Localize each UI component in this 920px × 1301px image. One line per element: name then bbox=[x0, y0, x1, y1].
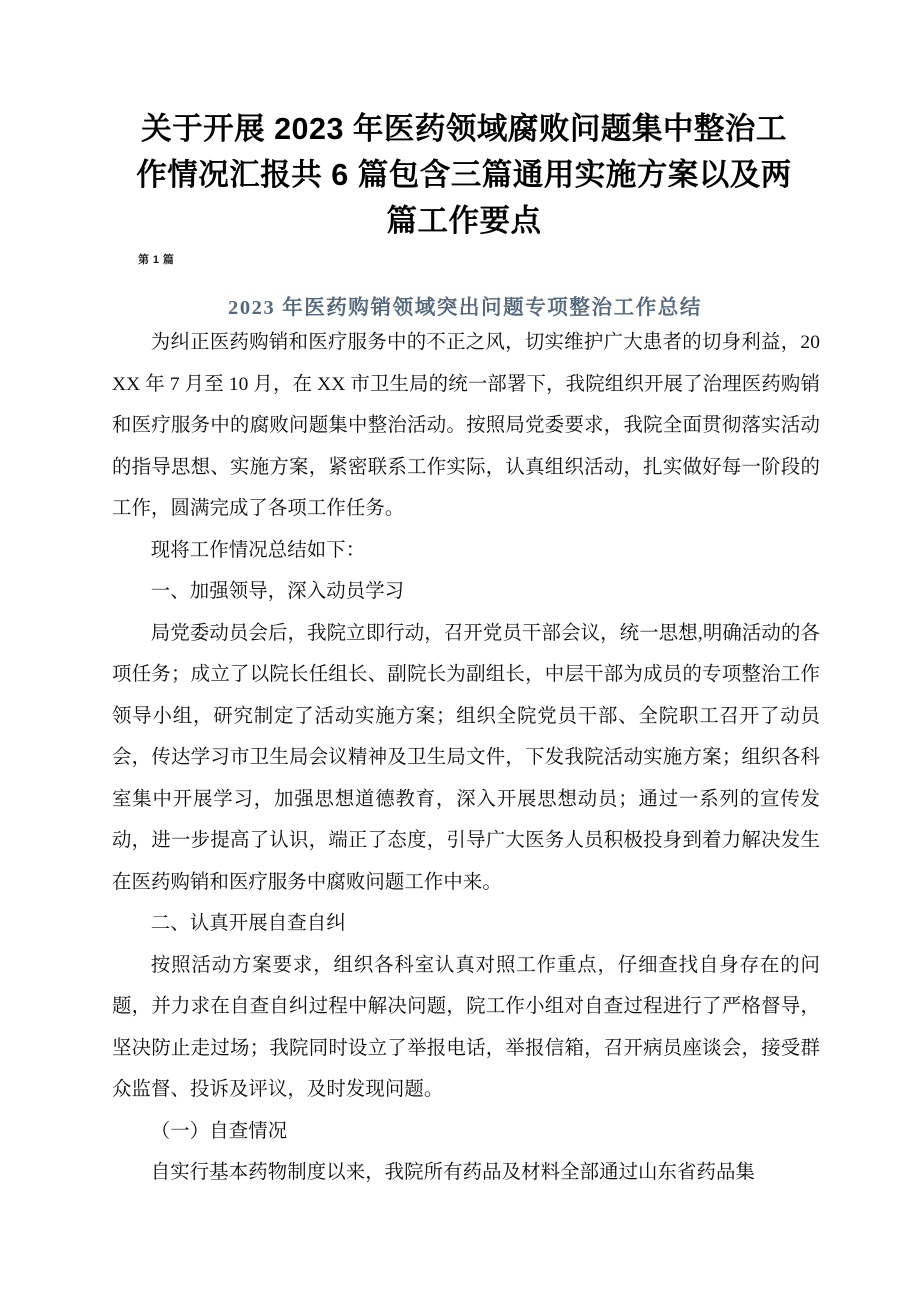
subsection-heading: （一）自查情况 bbox=[150, 1120, 288, 1142]
paragraph: 局党委动员会后，我院立即行动，召开党员干部会议，统一思想,明确活动的各项任务；成立了以院长任组长、副院长为副组长，中层干部为成员的专项整治工作领导小组，研究制定了活动实施方案；组织全院党员干部、全院职工召开了动员会，传达学习市卫生局会议精神及卫生局文件，下发我院活动实施方案；组织各科室集中开展学习，加强思想道德教育，深入开展思想动员；通过一系列的宣传发动，进一步提高了认识，端正了态度，引导广大医务人员积极投身到着力解决发生在医药购销和医疗服务中腐败问题工作中来。 bbox=[112, 622, 820, 893]
section-heading: 一、加强领导，深入动员学习 bbox=[150, 581, 405, 602]
article-title: 2023 年医药购销领域突出问题专项整治工作总结 bbox=[227, 297, 703, 319]
section-heading: 二、认真开展自查自纠 bbox=[150, 913, 346, 934]
piece-marker: 第 1 篇 bbox=[138, 254, 175, 266]
body-text-block bbox=[112, 322, 820, 1194]
paragraph: 自实行基本药物制度以来，我院所有药品及材料全部通过山东省药品集 bbox=[150, 1162, 756, 1183]
paragraph: 按照活动方案要求，组织各科室认真对照工作重点，仔细查找自身存在的问题，并力求在自查自纠过程中解决问题，院工作小组对自查过程进行了严格督导，坚决防止走过场；我院同时设立了举报电话，举报信箱，召开病员座谈会，接受群众监督、投诉及评议，及时发现问题。 bbox=[112, 954, 820, 1100]
paragraph: 现将工作情况总结如下： bbox=[150, 539, 366, 561]
paragraph: 为纠正医药购销和医疗服务中的不正之风，切实维护广大患者的切身利益，20XX 年 7 月至 10 月，在 XX 市卫生局的统一部署下，我院组织开展了治理医药购销和医疗服务中的腐败问题集中整治活动。按照局党委要求，我院全面贯彻落实活动的指导思想、实施方案，紧密联系工作实际，认真组织活动，扎实做好每一阶段的工作，圆满完成了各项工作任务。 bbox=[112, 332, 820, 519]
page-title: 关于开展 2023 年医药领域腐败问题集中整治工作情况汇报共 6 篇包含三篇通用实施方案以及两篇工作要点 bbox=[136, 112, 792, 239]
